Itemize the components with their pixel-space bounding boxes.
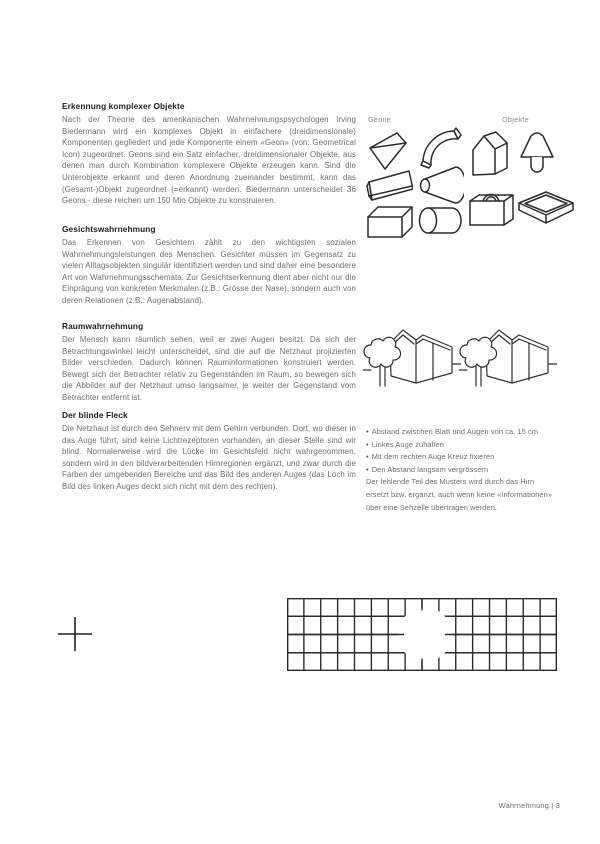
house-tree-drawing-icon: [363, 327, 461, 389]
stereo-house-figure: [363, 327, 578, 393]
instruction-list: [366, 426, 580, 476]
page-footer: [420, 801, 560, 810]
section-body: Nach der Theorie des amerikanischen Wahrnehmungspsychologen Irving Biedermann wird ein komplexes Objekt in einfachere (dreidimensionale) Komponenten gegliedert und jede Komponente einem «Geon» (von: Geometrical Icon) zugeordnet. Geons sind ein Satz einfacher, dreidimensionaler Objekte, aus denen man durch Kombination komplexere Objekte erzeugen kann. Sind die Unterobjekte erkannt und deren Anordnung zueinander bestimmt, kann das (Gesamt-)Objekt zugeordnet (=erkannt) werden. Biedermann unterscheidet 36 Geons - diese reichen um 150 Mio Objekte zu konstruieren.: [62, 115, 356, 206]
page-number: 3: [555, 801, 560, 810]
section-body: Das Erkennen von Gesichtern zählt zu den wichtigsten sozialen Wahrnehmungsleistungen des Menschen. Gesichter müssen im Gegensatz zu vielen Alltagsobjekten singulär identifiziert werden und sind daher eine besondere Art von Wahrnehmungsschemata. Zur Gesichtserkennung dient aber nicht nur die Einprägung von konkreten Merkmalen (z.B.: Grösse der Nase), sondern auch von deren Relationen (z.B.: Augenabstand).: [62, 238, 356, 305]
footer-separator: |: [551, 801, 554, 810]
briefcase-icon: [468, 182, 516, 228]
section-body: Die Netzhaut ist durch den Sehnerv mit dem Gehirn verbunden. Dort, wo dieser in das Auge führt, sind keine Lichtrezeptoren vorhanden, an dieser Stelle sind wir blind. Normalerweise wird die Lücke im Gesichtsfeld nicht wahrgenommen, sondern wird in den bildverarbeitenden Hirnregionen ergänzt, und zwar durch die Farben der umgebenden Bereiche und das Bild des anderen Auges (das Loch im Bild des linken Auges deckt sich nicht mit dem des rechten).: [62, 424, 356, 491]
geons-label: Geone: [368, 115, 392, 124]
house-tree-drawing-icon: [459, 327, 557, 389]
instruction-note-line: Der fehlende Teil des Musters wird durch das Hirn: [366, 477, 535, 487]
lamp-icon: [519, 130, 555, 176]
section-heading: Erkennung komplexer Objekte: [62, 101, 185, 111]
blind-spot-instructions: [366, 426, 580, 514]
section-heading: Gesichtswahrnehmung: [62, 224, 156, 234]
wedge-icon: [368, 131, 412, 171]
list-item: • Abstand zwischen Blatt und Augen von ca. 15 cm: [366, 427, 539, 436]
section-heading: Raumwahrnehmung: [62, 321, 144, 331]
cylinder-icon: [418, 203, 462, 237]
bullet-icon: •: [366, 452, 369, 462]
fixation-cross-icon: [58, 617, 92, 651]
section-gesichtswahrnehmung: [62, 224, 356, 307]
instruction-note-line: über eine Sehzelle übertragen werden.: [366, 502, 498, 512]
objects-label: Objekte: [502, 115, 529, 124]
instruction-note-line: ersetzt bzw. ergänzt, auch wenn keine «Informationen»: [366, 489, 553, 499]
section-heading: Der blinde Fleck: [62, 410, 128, 420]
list-item: • Mit dem rechten Auge Kreuz fixieren: [366, 452, 495, 462]
house-icon: [469, 130, 511, 180]
truncated-cone-icon: [365, 167, 413, 203]
list-item: • Den Abstand langsam vergrössern: [366, 464, 489, 474]
footer-label: Wahrnehmung: [498, 801, 550, 810]
bullet-icon: •: [366, 427, 369, 436]
box-icon: [365, 204, 413, 238]
bullet-icon: •: [366, 464, 369, 474]
section-raumwahrnehmung: [62, 321, 356, 404]
list-item: • Linkes Auge zuhalten: [366, 439, 444, 449]
section-blinder-fleck: [62, 410, 356, 493]
section-komplexe-objekte: [62, 101, 356, 207]
cone-icon: [418, 165, 464, 205]
bullet-icon: •: [366, 439, 369, 449]
geon-figure: [365, 113, 580, 243]
section-body: Der Mensch kann räumlich sehen, weil er zwei Augen besitzt. Da sich der Betrachtungswinkel leicht unterscheidet, sind die auf die Netzhaut projizierten Bilder verschieden. Dadurch können Rauminformationen konstruiert werden. Bewegt sich der Betrachter relativ zu Gegenständen im Raum, so bewegen sich die Abbilder auf der Netzhaut umso langsamer, je weiter der Gegenstand vom Betrachter entfernt ist.: [62, 335, 356, 402]
open-box-icon: [517, 189, 575, 225]
blind-spot-grid: [287, 598, 557, 671]
